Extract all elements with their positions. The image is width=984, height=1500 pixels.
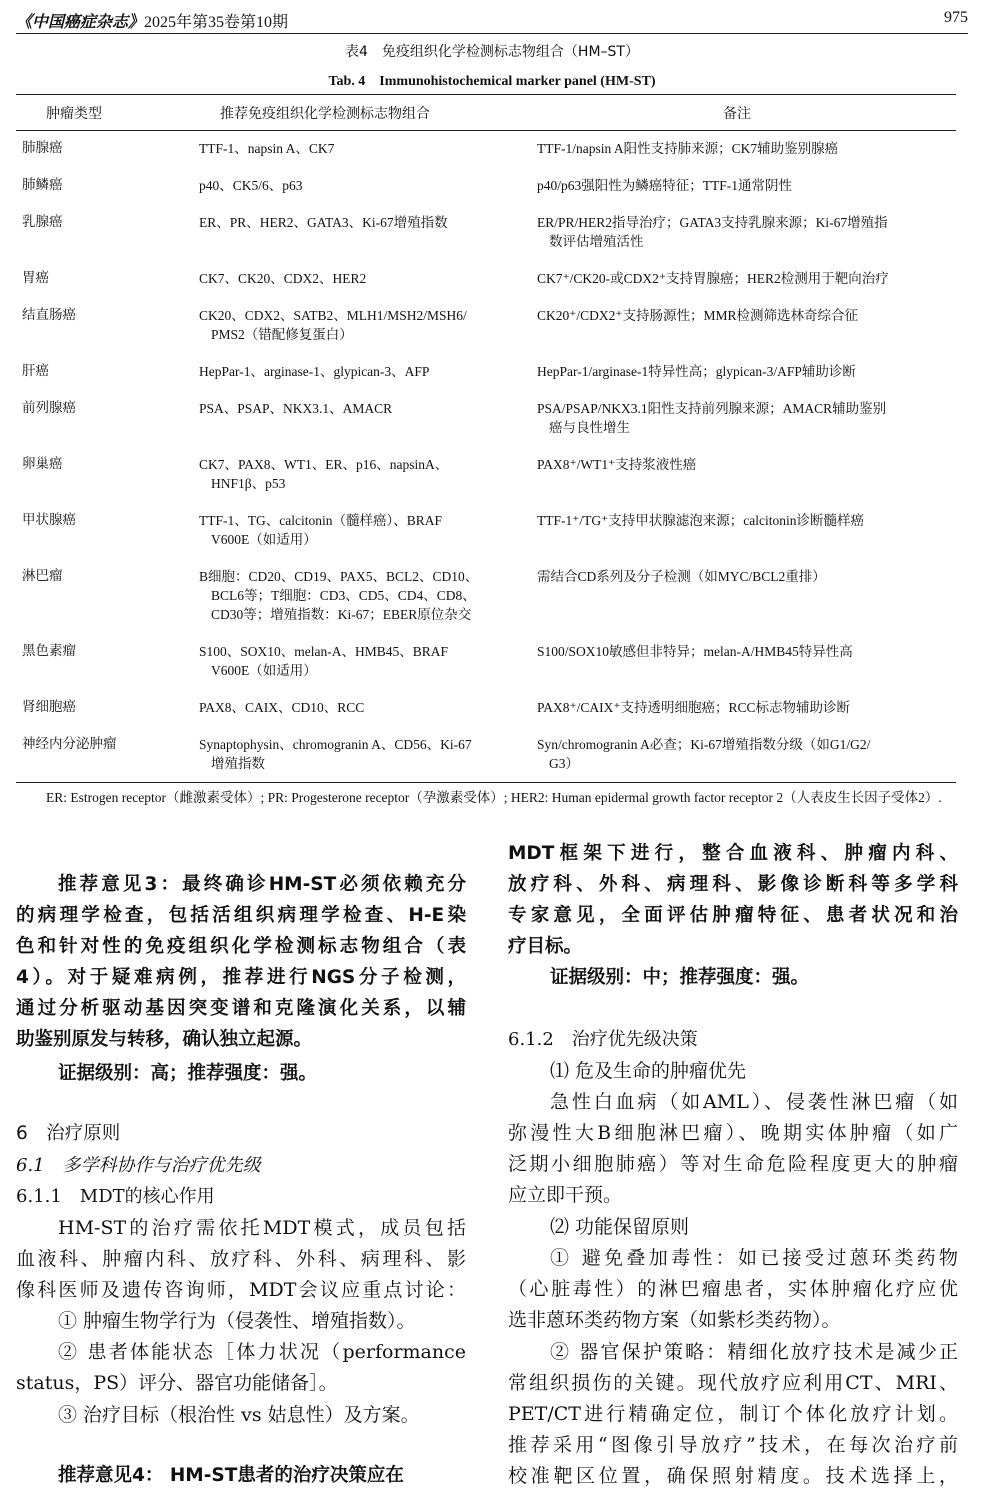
tumor-type-text: 肝癌	[22, 362, 49, 379]
section-heading-6-1-2: 6.1.2 治疗优先级决策	[508, 1029, 698, 1050]
cell-tumor-type	[16, 131, 187, 168]
cell-notes-line: CK7⁺/CK20-或CDX2⁺支持胃腺癌；HER2检测用于靶向治疗	[537, 270, 889, 286]
cell-markers	[187, 131, 527, 168]
rec4-line: 放疗科、外科、病理科、影像诊断科等多学科	[508, 874, 958, 895]
cell-tumor-type	[16, 261, 187, 298]
cell-tumor-type	[16, 634, 187, 690]
para-1-line: 泛期小细胞肺癌）等对生命危险程度更大的肿瘤	[508, 1153, 958, 1175]
header-markers: 推荐免疫组织化学检测标志物组合	[187, 95, 527, 131]
cell-tumor-type	[16, 354, 187, 391]
cell-markers-line: Synaptophysin、chromogranin A、CD56、Ki-67	[199, 736, 472, 752]
cell-notes	[527, 634, 956, 690]
cell-notes-line: CK20⁺/CDX2⁺支持肠源性；MMR检测筛选林奇综合征	[537, 307, 859, 323]
journal-name: 《中国癌症杂志》	[16, 14, 145, 31]
cell-notes	[527, 131, 956, 168]
cell-notes	[527, 168, 956, 205]
tumor-type-text: 甲状腺癌	[22, 511, 76, 528]
cell-tumor-type	[16, 168, 187, 205]
running-header	[16, 6, 968, 34]
cell-tumor-type	[16, 391, 187, 447]
para-3-line: 校准靶区位置，确保照射精度。技术选择上，	[508, 1465, 958, 1487]
rec4-line: MDT框架下进行，整合血液科、肿瘤内科、	[508, 843, 958, 864]
mdt-paragraph-line: 血液科、肿瘤内科、放疗科、外科、病理科、影	[16, 1248, 466, 1270]
cell-markers	[187, 168, 527, 205]
para-1-line: 应立即干预。	[508, 1184, 623, 1206]
cell-markers-line: PMS2（错配修复蛋白）	[211, 326, 353, 342]
page-number: 975	[944, 9, 968, 26]
cell-notes	[527, 261, 956, 298]
table-row	[16, 131, 956, 168]
rec3-line: 的病理学检查，包括活组织病理学检查、H-E染	[16, 905, 466, 926]
cell-notes	[527, 298, 956, 354]
cell-markers-line: B细胞：CD20、CD19、PAX5、BCL2、CD10、	[199, 568, 479, 584]
table-row	[16, 354, 956, 391]
rec4-line: 疗目标。	[508, 936, 583, 957]
cell-markers-line: V600E（如适用）	[211, 662, 317, 678]
cell-markers	[187, 690, 527, 727]
cell-tumor-type	[16, 727, 187, 783]
table-row	[16, 205, 956, 261]
rec4-evidence: 证据级别：中；推荐强度：强。	[550, 967, 810, 988]
cell-markers	[187, 727, 527, 783]
cell-notes	[527, 690, 956, 727]
tumor-type-text: 肾细胞癌	[22, 698, 76, 715]
table-row	[16, 634, 956, 690]
cell-markers-line: PAX8、CAIX、CD10、RCC	[199, 699, 365, 715]
cell-markers-line: ER、PR、HER2、GATA3、Ki-67增殖指数	[199, 214, 448, 230]
mdt-paragraph-line: HM-ST的治疗需依托MDT模式，成员包括	[58, 1217, 466, 1239]
table-caption-en: Tab. 4 Immunohistochemical marker panel (HM-ST)	[328, 74, 656, 89]
cell-markers	[187, 503, 527, 559]
section-heading-6-1-1: 6.1.1 MDT的核心作用	[16, 1186, 215, 1207]
tumor-type-text: 胃癌	[22, 269, 49, 286]
table-row	[16, 168, 956, 205]
cell-markers-line: PSA、PSAP、NKX3.1、AMACR	[199, 400, 393, 416]
cell-notes-line: S100/SOX10敏感但非特异；melan-A/HMB45特异性高	[537, 643, 853, 659]
table-row	[16, 559, 956, 634]
cell-notes-line: TTF-1⁺/TG⁺支持甲状腺滤泡来源；calcitonin诊断髓样癌	[537, 512, 864, 528]
cell-markers	[187, 205, 527, 261]
cell-markers	[187, 391, 527, 447]
cell-notes	[527, 391, 956, 447]
tumor-type-text: 神经内分泌肿瘤	[22, 735, 117, 752]
rec4-line: 专家意见，全面评估肿瘤特征、患者状况和治	[508, 905, 958, 926]
cell-markers-line: S100、SOX10、melan-A、HMB45、BRAF	[199, 643, 449, 659]
cell-notes	[527, 354, 956, 391]
subheading-2: ⑵ 功能保留原则	[550, 1216, 690, 1238]
cell-markers-line: 增殖指数	[211, 755, 265, 771]
tumor-type-text: 卵巢癌	[22, 455, 63, 472]
cell-notes	[527, 559, 956, 634]
cell-markers	[187, 559, 527, 634]
para-2-line: ① 避免叠加毒性：如已接受过蒽环类药物	[550, 1247, 958, 1269]
table-row	[16, 298, 956, 354]
cell-tumor-type	[16, 205, 187, 261]
rec3-line: 推荐意见3：最终确诊HM-ST必须依赖充分	[58, 874, 466, 895]
cell-notes	[527, 205, 956, 261]
rec4-start: 推荐意见4： HM-ST患者的治疗决策应在	[58, 1465, 404, 1486]
tumor-type-text: 肺鳞癌	[22, 176, 63, 193]
cell-notes-line: G3）	[549, 755, 579, 771]
cell-tumor-type	[16, 503, 187, 559]
header-notes: 备注	[527, 95, 956, 131]
table-row	[16, 391, 956, 447]
mdt-paragraph-line: 像科医师及遗传咨询师，MDT会议应重点讨论：	[16, 1279, 466, 1301]
tumor-type-text: 结直肠癌	[22, 306, 76, 323]
cell-markers-line: p40、CK5/6、p63	[199, 177, 303, 193]
tumor-type-text: 前列腺癌	[22, 399, 76, 416]
rec3-line: 通过分析驱动基因突变谱和克隆演化关系，以辅	[16, 998, 466, 1019]
para-3-line: 常组织损伤的关键。现代放疗应利用CT、MRI、	[508, 1372, 958, 1394]
cell-markers-line: BCL6等；T细胞：CD3、CD5、CD4、CD8、	[211, 587, 476, 603]
cell-markers	[187, 261, 527, 298]
journal-issue: 2025年第35卷第10期	[144, 14, 289, 31]
cell-notes	[527, 447, 956, 503]
para-1-line: 弥漫性大B细胞淋巴瘤）、晚期实体肿瘤（如广	[508, 1122, 958, 1144]
table-caption-zh: 表4 免疫组织化学检测标志物组合（HM–ST）	[345, 44, 639, 60]
cell-notes-line: PAX8⁺/WT1⁺支持浆液性癌	[537, 456, 697, 472]
cell-notes-line: p40/p63强阳性为鳞癌特征；TTF-1通常阴性	[537, 177, 792, 193]
cell-notes-line: 需结合CD系列及分子检测（如MYC/BCL2重排）	[537, 568, 826, 584]
cell-notes	[527, 727, 956, 783]
para-2-line: （心脏毒性）的淋巴瘤患者，实体肿瘤化疗应优	[508, 1278, 958, 1300]
cell-tumor-type	[16, 690, 187, 727]
cell-notes-line: PSA/PSAP/NKX3.1阳性支持前列腺来源；AMACR辅助鉴别	[537, 400, 887, 416]
table-row	[16, 503, 956, 559]
cell-notes	[527, 503, 956, 559]
table-row	[16, 727, 956, 783]
cell-markers-line: HepPar-1、arginase-1、glypican-3、AFP	[199, 363, 430, 379]
cell-tumor-type	[16, 447, 187, 503]
cell-notes-line: Syn/chromogranin A必查；Ki-67增殖指数分级（如G1/G2/	[537, 736, 871, 752]
tumor-type-text: 乳腺癌	[22, 213, 63, 230]
para-1-line: 急性白血病（如AML）、侵袭性淋巴瘤（如	[550, 1091, 958, 1113]
cell-markers-line: V600E（如适用）	[211, 531, 317, 547]
cell-notes-line: HepPar-1/arginase-1特异性高；glypican-3/AFP辅助诊断	[537, 363, 856, 379]
table-row	[16, 447, 956, 503]
table-footnote: ER: Estrogen receptor（雌激素受体）; PR: Progesterone receptor（孕激素受体）; HER2: Human epidermal growth factor receptor 2（人表皮生长因子受体2）.	[46, 790, 942, 805]
cell-tumor-type	[16, 559, 187, 634]
cell-markers	[187, 447, 527, 503]
cell-markers-line: TTF-1、TG、calcitonin（髓样癌）、BRAF	[199, 512, 442, 528]
cell-markers-line: CD30等；增殖指数：Ki-67；EBER原位杂交	[211, 606, 472, 622]
tumor-type-text: 肺腺癌	[22, 140, 63, 156]
para-3-line: PET/CT进行精确定位，制订个体化放疗计划。	[508, 1403, 958, 1425]
rec3-evidence: 证据级别：高；推荐强度：强。	[58, 1063, 318, 1084]
cell-markers-line: TTF-1、napsin A、CK7	[199, 141, 335, 156]
cell-tumor-type	[16, 298, 187, 354]
cell-markers	[187, 634, 527, 690]
marker-table	[16, 94, 956, 783]
cell-notes-line: PAX8⁺/CAIX⁺支持透明细胞癌；RCC标志物辅助诊断	[537, 699, 851, 715]
rec3-line: 色和针对性的免疫组织化学检测标志物组合（表	[16, 936, 466, 957]
cell-markers	[187, 298, 527, 354]
journal-citation	[16, 9, 288, 32]
list-item-2: ② 患者体能状态［体力状况（performance	[58, 1341, 466, 1363]
cell-markers-line: CK7、CK20、CDX2、HER2	[199, 270, 367, 286]
cell-notes-line: ER/PR/HER2指导治疗；GATA3支持乳腺来源；Ki-67增殖指	[537, 214, 888, 230]
cell-markers	[187, 354, 527, 391]
cell-notes-line: TTF-1/napsin A阳性支持肺来源；CK7辅助鉴别腺癌	[537, 141, 839, 156]
list-item-3: ③ 治疗目标（根治性 vs 姑息性）及方案。	[58, 1404, 420, 1426]
para-3-line: 推荐采用“图像引导放疗”技术，在每次治疗前	[508, 1434, 958, 1456]
list-item-2-cont: status，PS）评分、器官功能储备］。	[16, 1372, 338, 1394]
table-row	[16, 261, 956, 298]
table-header-row	[16, 95, 956, 131]
cell-notes-line: 数评估增殖活性	[549, 233, 644, 249]
cell-markers-line: CK20、CDX2、SATB2、MLH1/MSH2/MSH6/	[199, 307, 467, 323]
section-heading-6: 6 治疗原则	[16, 1123, 121, 1144]
cell-notes-line: 癌与良性增生	[549, 419, 630, 435]
cell-markers-line: CK7、PAX8、WT1、ER、p16、napsinA、	[199, 456, 449, 472]
para-2-line: 选非蒽环类药物方案（如紫杉类药物）。	[508, 1309, 841, 1331]
subheading-1: ⑴ 危及生命的肿瘤优先	[550, 1060, 747, 1082]
tumor-type-text: 淋巴瘤	[22, 567, 63, 584]
tumor-type-text: 黑色素瘤	[22, 642, 76, 659]
rec3-line: 助鉴别原发与转移，确认独立起源。	[16, 1029, 313, 1050]
cell-markers-line: HNF1β、p53	[211, 475, 286, 491]
rec3-line: 4）。对于疑难病例，推荐进行NGS分子检测，	[16, 967, 466, 988]
section-heading-6-1: 6.1 多学科协作与治疗优先级	[16, 1155, 261, 1176]
list-item-1: ① 肿瘤生物学行为（侵袭性、增殖指数）。	[58, 1310, 416, 1332]
table-row	[16, 690, 956, 727]
para-3-line: ② 器官保护策略：精细化放疗技术是减少正	[550, 1341, 958, 1363]
header-tumor-type: 肿瘤类型	[16, 95, 187, 131]
